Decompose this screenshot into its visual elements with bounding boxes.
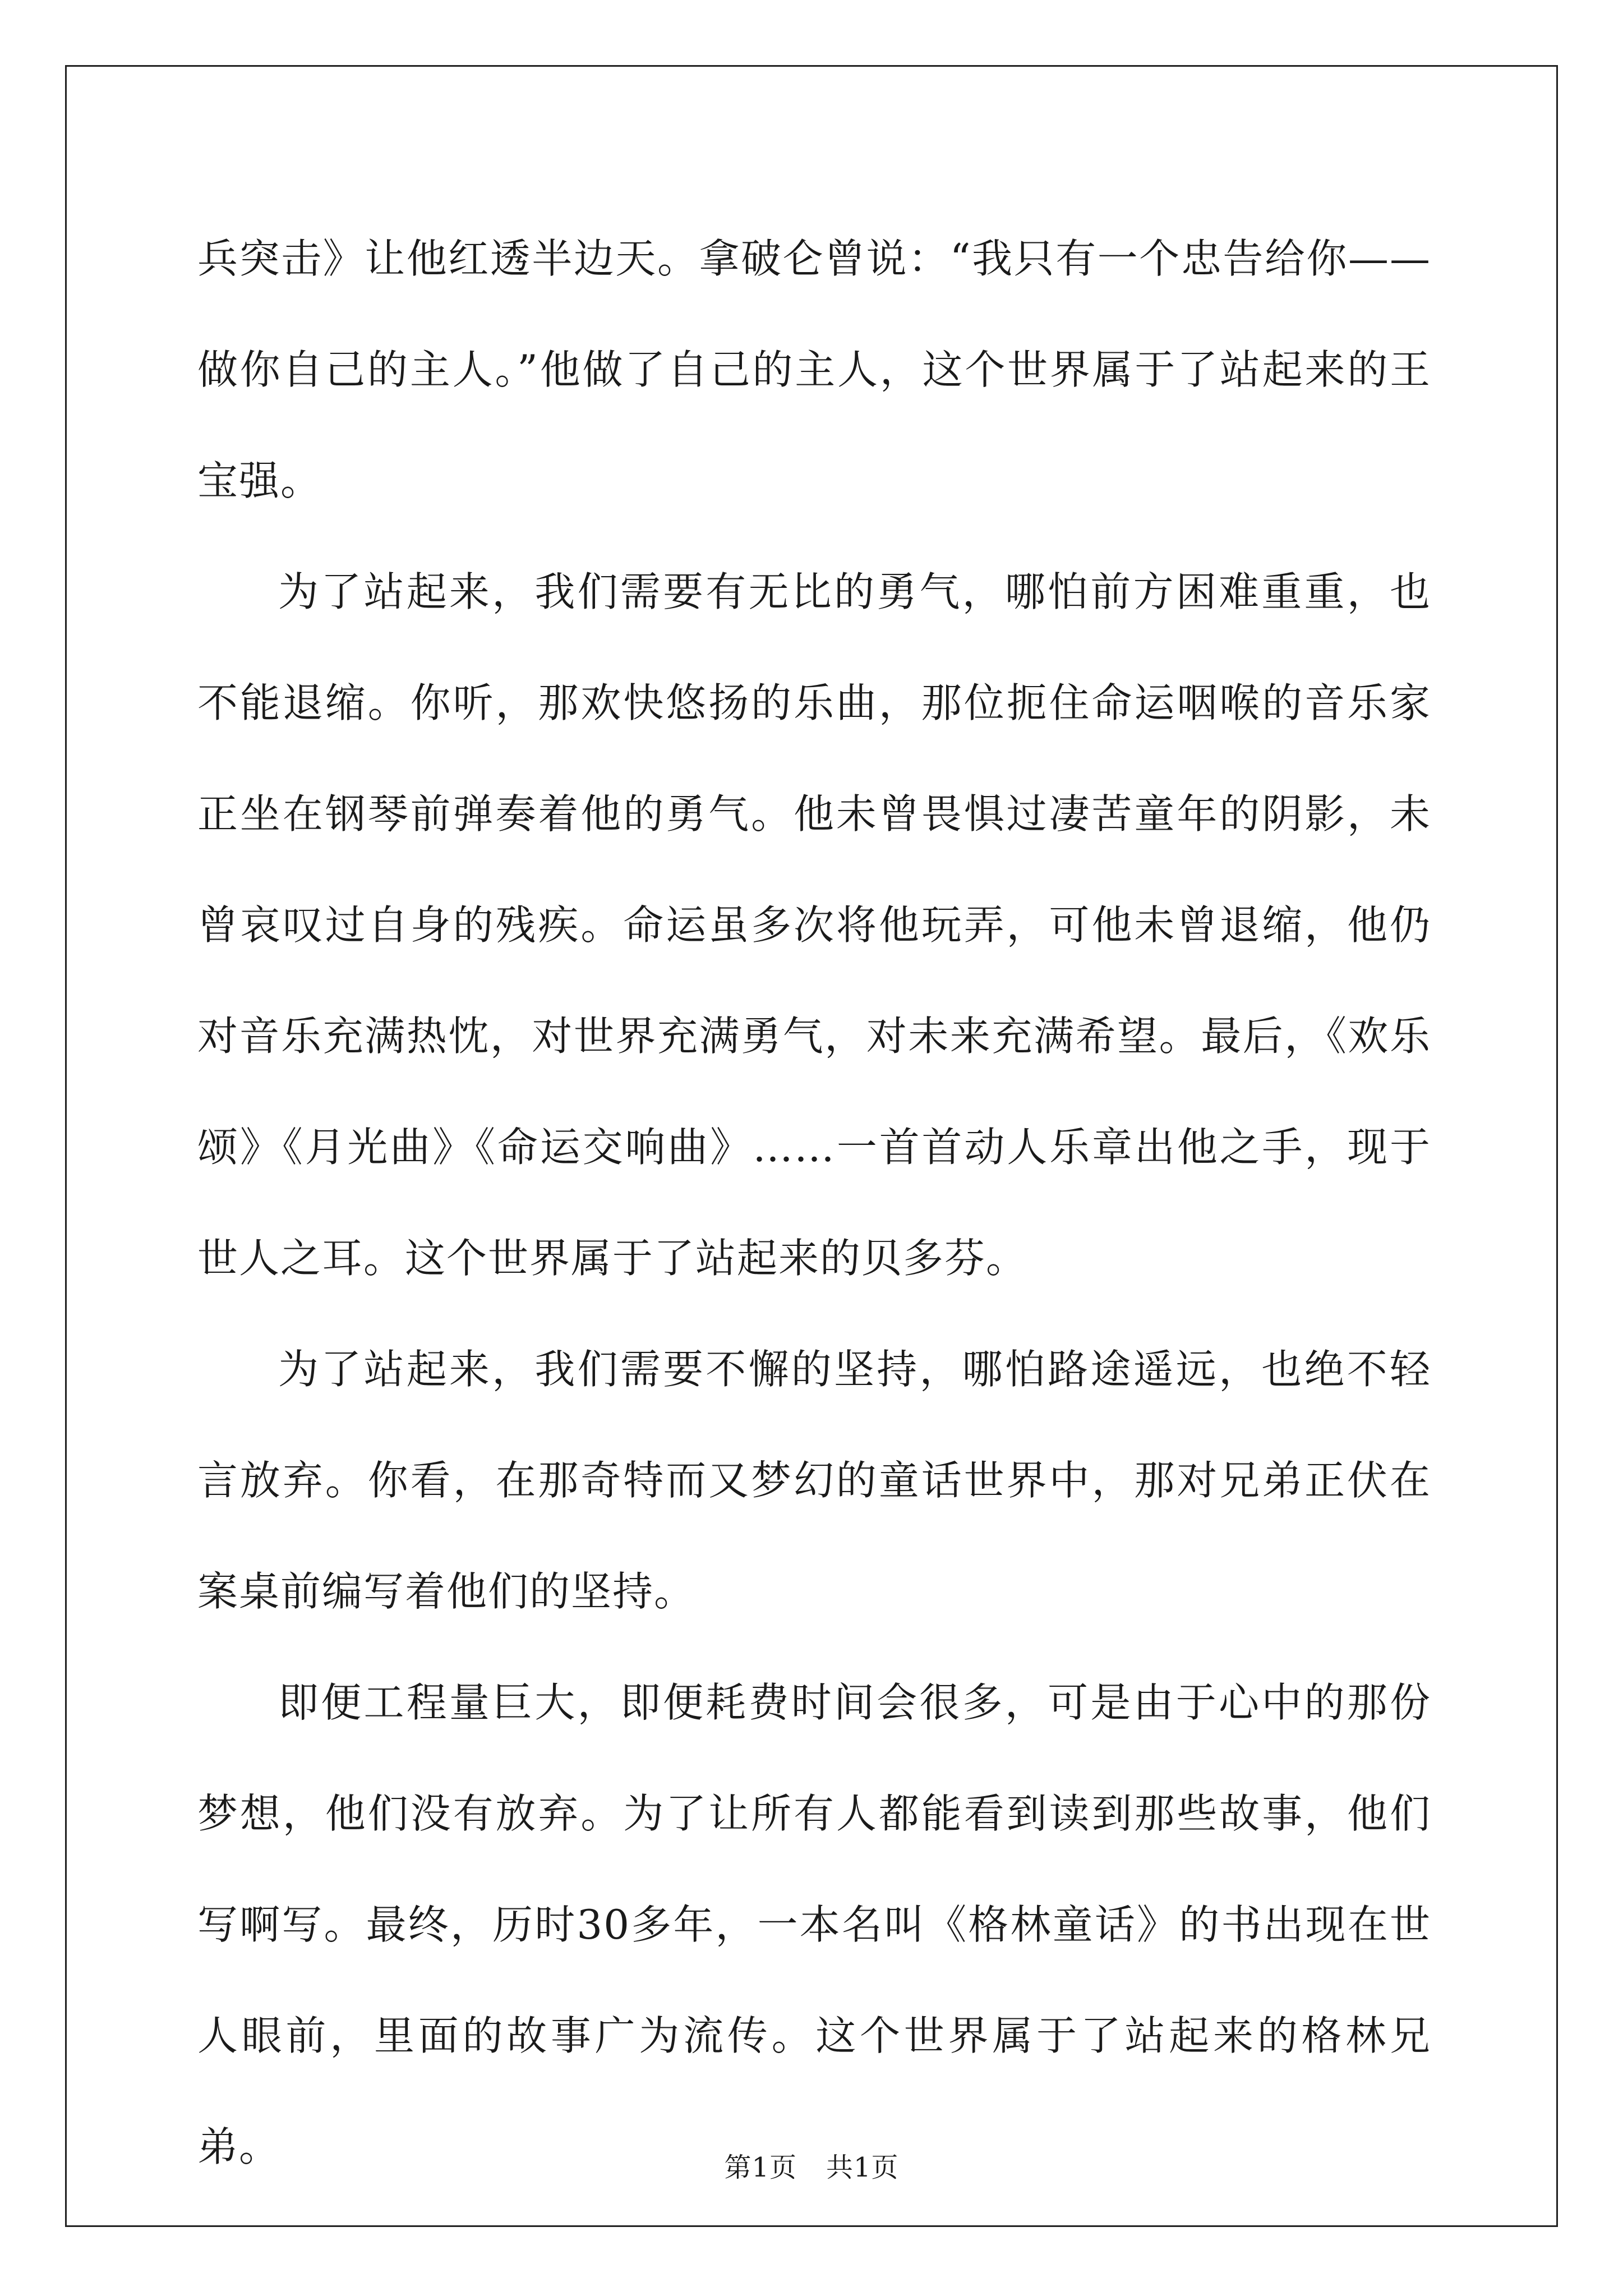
paragraph-1: 兵突击》让他红透半边天。拿破仑曾说：“我只有一个忠告给你——做你自己的主人。”他做了自己的主人，这个世界属于了站起来的王宝强。 [197,235,1431,504]
paragraph-3: 为了站起来，我们需要不懈的坚持，哪怕路途遥远，也绝不轻言放弃。你看，在那奇特而又梦幻的童话世界中，那对兄弟正伏在案桌前编写着他们的坚持。 [197,1346,1431,1615]
document-body [197,203,1431,2202]
paragraph-4: 即便工程量巨大，即便耗费时间会很多，可是由于心中的那份梦想，他们没有放弃。为了让所有人都能看到读到那些故事，他们写啊写。最终，历时30多年，一本名叫《格林童话》的书出现在世人眼前，里面的故事广为流传。这个世界属于了站起来的格林兄弟。 [197,1679,1431,2170]
paragraph-2: 为了站起来，我们需要有无比的勇气，哪怕前方困难重重，也不能退缩。你听，那欢快悠扬的乐曲，那位扼住命运咽喉的音乐家正坐在钢琴前弹奏着他的勇气。他未曾畏惧过凄苦童年的阴影，未曾哀叹过自身的残疾。命运虽多次将他玩弄，可他未曾退缩，他仍对音乐充满热忱，对世界充满勇气，对未来充满希望。最后，《欢乐颂》《月光曲》《命运交响曲》……一首首动人乐章出他之手，现于世人之耳。这个世界属于了站起来的贝多芬。 [197,568,1431,1282]
page-footer [0,2146,1623,2184]
page-total: 共1页 [826,2152,899,2183]
page-number: 第1页 [724,2152,797,2183]
